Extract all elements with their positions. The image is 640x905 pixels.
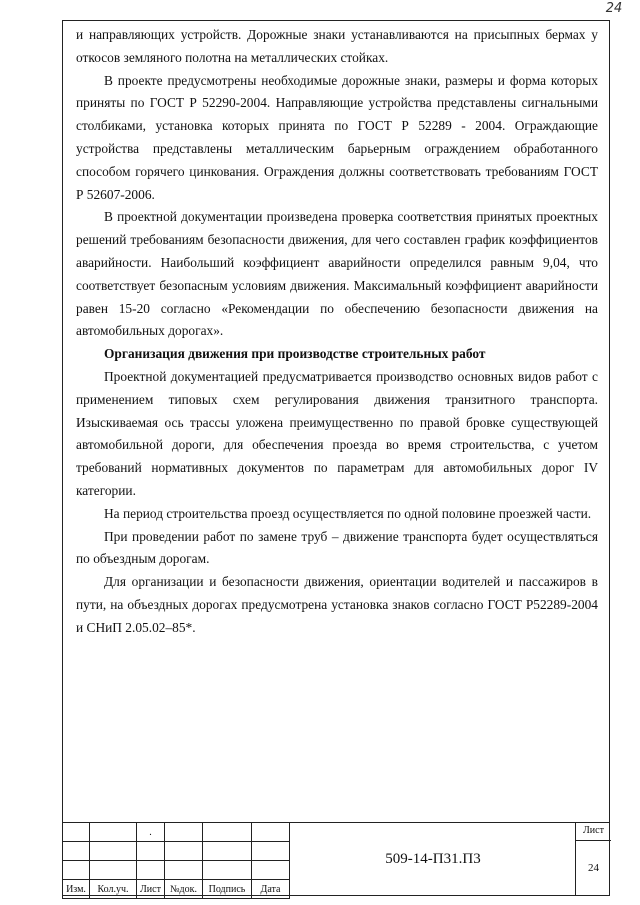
sheet-label: Лист	[576, 822, 611, 841]
revision-row	[63, 861, 290, 880]
sheet-box	[575, 822, 611, 896]
revision-cell-dot: .	[137, 823, 165, 842]
paragraph-safety-check: В проектной документации произведена проверка соответствия принятых проектных решений требованиям безопасности движения, для чего составлен график коэффициентов аварийности. Наибольший коэффициент аварийности определился равным 9,04, что соответствует безопасным условиям движения. Максимальный коэффициент аварийности равен 15-20 согласно «Рекомендации по обеспечению безопасности движения на автомобильных дорогах».	[76, 209, 598, 339]
paragraph-road-signs: В проекте предусмотрены необходимые дорожные знаки, размеры и форма которых приняты по ГОСТ Р 52290-2004. Направляющие устройства представлены сигнальными столбиками, установка которых принята по ГОСТ Р 52289 - 2004. Ограждающие устройства представлены металлическим барьерным ограждением обработанного способом горячего цинкования. Ограждения должны соответствовать требованиям ГОСТ Р 52607-2006.	[76, 72, 598, 202]
revision-table	[62, 822, 290, 899]
header-list: Лист	[137, 880, 165, 899]
title-block	[62, 822, 610, 896]
header-ndok: №док.	[165, 880, 203, 899]
paragraph-construction-period: На период строительства проезд осуществляется по одной половине проезжей части.	[104, 505, 592, 521]
document-number: 509-14-П31.П3	[289, 822, 576, 896]
section-heading: Организация движения при производстве строительных работ	[104, 346, 486, 362]
revision-row	[63, 842, 290, 861]
paragraph-continuation: и направляющих устройств. Дорожные знаки устанавливаются на присыпных бермах у откосов земляного полотна на металлических стойках.	[76, 27, 598, 65]
handwritten-page-number: 24	[605, 1, 623, 16]
revision-row	[63, 823, 290, 842]
paragraph-traffic-schemes: Проектной документацией предусматривается производство основных видов работ с применением типовых схем регулирования движения транзитного транспорта. Изыскиваемая ось трассы уложена преимущественно по правой бровке существующей автомобильной дороги, для обеспечения проезда во время строительства, с учетом требований нормативных документов по параметрам для автомобильных дорог IV категории.	[76, 368, 598, 498]
header-data: Дата	[252, 880, 290, 899]
header-podpis: Подпись	[203, 880, 252, 899]
sheet-number: 24	[588, 862, 599, 874]
header-izm: Изм.	[63, 880, 90, 899]
paragraph-detour-signs: Для организации и безопасности движения, ориентации водителей и пассажиров в пути, на объездных дорогах предусмотрена установка знаков согласно ГОСТ Р52289-2004 и СНиП 2.05.02–85*.	[76, 574, 598, 635]
revision-header-row	[63, 880, 290, 899]
document-body	[76, 24, 598, 640]
header-kol-uch: Кол.уч.	[90, 880, 137, 899]
paragraph-pipe-replacement: При проведении работ по замене труб – движение транспорта будет осуществляться по объездным дорогам.	[76, 528, 598, 567]
